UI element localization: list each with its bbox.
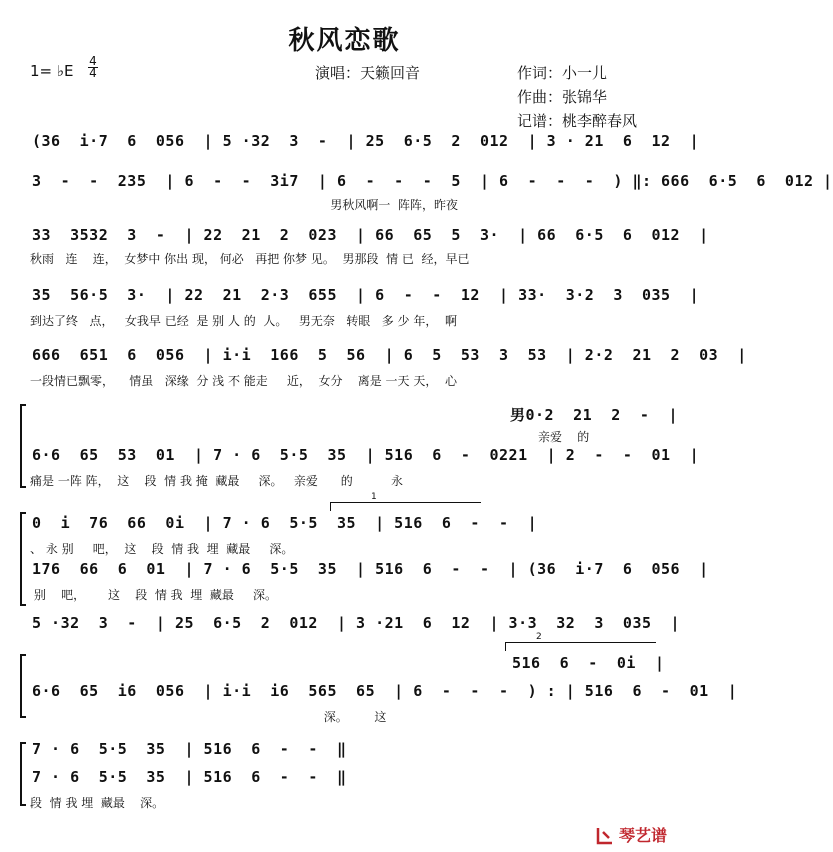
score-row-7-notes: 6·6 65 53 01 | 7 · 6 5·5 35 | 516 6 - 0221 | 2 - - 01 | [32,446,700,464]
lyrics-row-7: 痛是 一阵 阵， 这 段 情 我 掩 藏最 深。 亲爱 的 永 [30,474,403,488]
volta-number-1: 1 [371,492,377,502]
lyrics-row-2: 男秋风啊一 阵阵，昨夜 [10,198,459,212]
score-row-2-notes: 3 - - 235 | 6 - - 3i7 | 6 - - - 5 | 6 - - - ) ‖: 666 6·5 6 012 | [32,172,833,190]
score-row-13-notes: 7 · 6 5·5 35 | 516 6 - - ‖ [32,740,347,758]
system-bracket [20,404,26,488]
singer-credit: 演唱：天籁回音 [315,64,421,82]
score-row-6-notes: 男0·2 21 2 - | [510,406,678,424]
composer-credit: 作曲：张锦华 [517,88,608,106]
score-row-4-notes: 35 56·5 3· | 22 21 2·3 655 | 6 - - 12 | 33· 3·2 3 035 | [32,286,700,304]
watermark-text: 琴艺谱 [618,825,667,845]
score-row-14-notes: 7 · 6 5·5 35 | 516 6 - - ‖ [32,768,347,786]
score-row-1-notes: (36 i·7 6 056 | 5 ·32 3 - | 25 6·5 2 012 | 3 · 21 6 12 | [32,132,700,150]
system-bracket [20,512,26,606]
time-numerator: 4 [89,54,97,68]
volta-bracket-2 [505,632,656,651]
song-title: 秋风恋歌 [288,26,401,56]
lyrics-row-12: 深。 这 [30,710,387,724]
lyrics-row-8: 、 永 别 吧， 这 段 情 我 埋 藏最 深。 [30,542,294,556]
volta-number-2: 2 [536,632,542,642]
score-row-11-notes: 516 6 - 0i | [512,654,665,672]
lyrics-row-3: 秋雨 连 连， 女梦中 你出 现， 何必 再把 你梦 见。 男那段 情 已 经，早已 [30,252,470,266]
watermark-logo [595,823,667,847]
key-signature [30,54,97,80]
score-row-12-notes: 6·6 65 i6 056 | i·i i6 565 65 | 6 - - - ) : | 516 6 - 01 | [32,682,738,700]
lyrics-row-14: 段 情 我 埋 藏最 深。 [30,796,165,810]
volta-bracket-1 [330,492,481,511]
time-signature [88,56,98,79]
lyrics-row-4: 到达了终 点， 女我早 已经 是 别 人 的 人。 男无奈 转眼 多 少 年， 啊 [30,314,457,328]
system-bracket [20,654,26,718]
time-denominator: 4 [89,66,97,80]
score-row-9-notes: 176 66 6 01 | 7 · 6 5·5 35 | 516 6 - - | (36 i·7 6 056 | [32,560,709,578]
score-row-8-notes: 0 i 76 66 0i | 7 · 6 5·5 35 | 516 6 - - | [32,514,538,532]
key-label: 1= ♭E [30,62,74,80]
system-bracket [20,742,26,806]
score-row-5-notes: 666 651 6 056 | i·i 166 5 56 | 6 5 53 3 53 | 2·2 21 2 03 | [32,346,747,364]
lyrics-row-6: 亲爱 的 [538,430,590,444]
lyrics-row-5: 一段情已飘零， 情虽 深缘 分 浅 不 能走 近， 女分 离是 一天 天， 心 [30,374,457,388]
logo-icon [595,826,615,846]
transcriber-credit: 记谱：桃李醉春风 [517,112,638,130]
score-row-3-notes: 33 3532 3 - | 22 21 2 023 | 66 65 5 3· | 66 6·5 6 012 | [32,226,709,244]
score-row-10-notes: 5 ·32 3 - | 25 6·5 2 012 | 3 ·21 6 12 | 3·3 32 3 035 | [32,614,681,632]
lyricist-credit: 作词：小一儿 [517,64,608,82]
lyrics-row-9: 别 吧， 这 段 情 我 埋 藏最 深。 [30,588,277,602]
